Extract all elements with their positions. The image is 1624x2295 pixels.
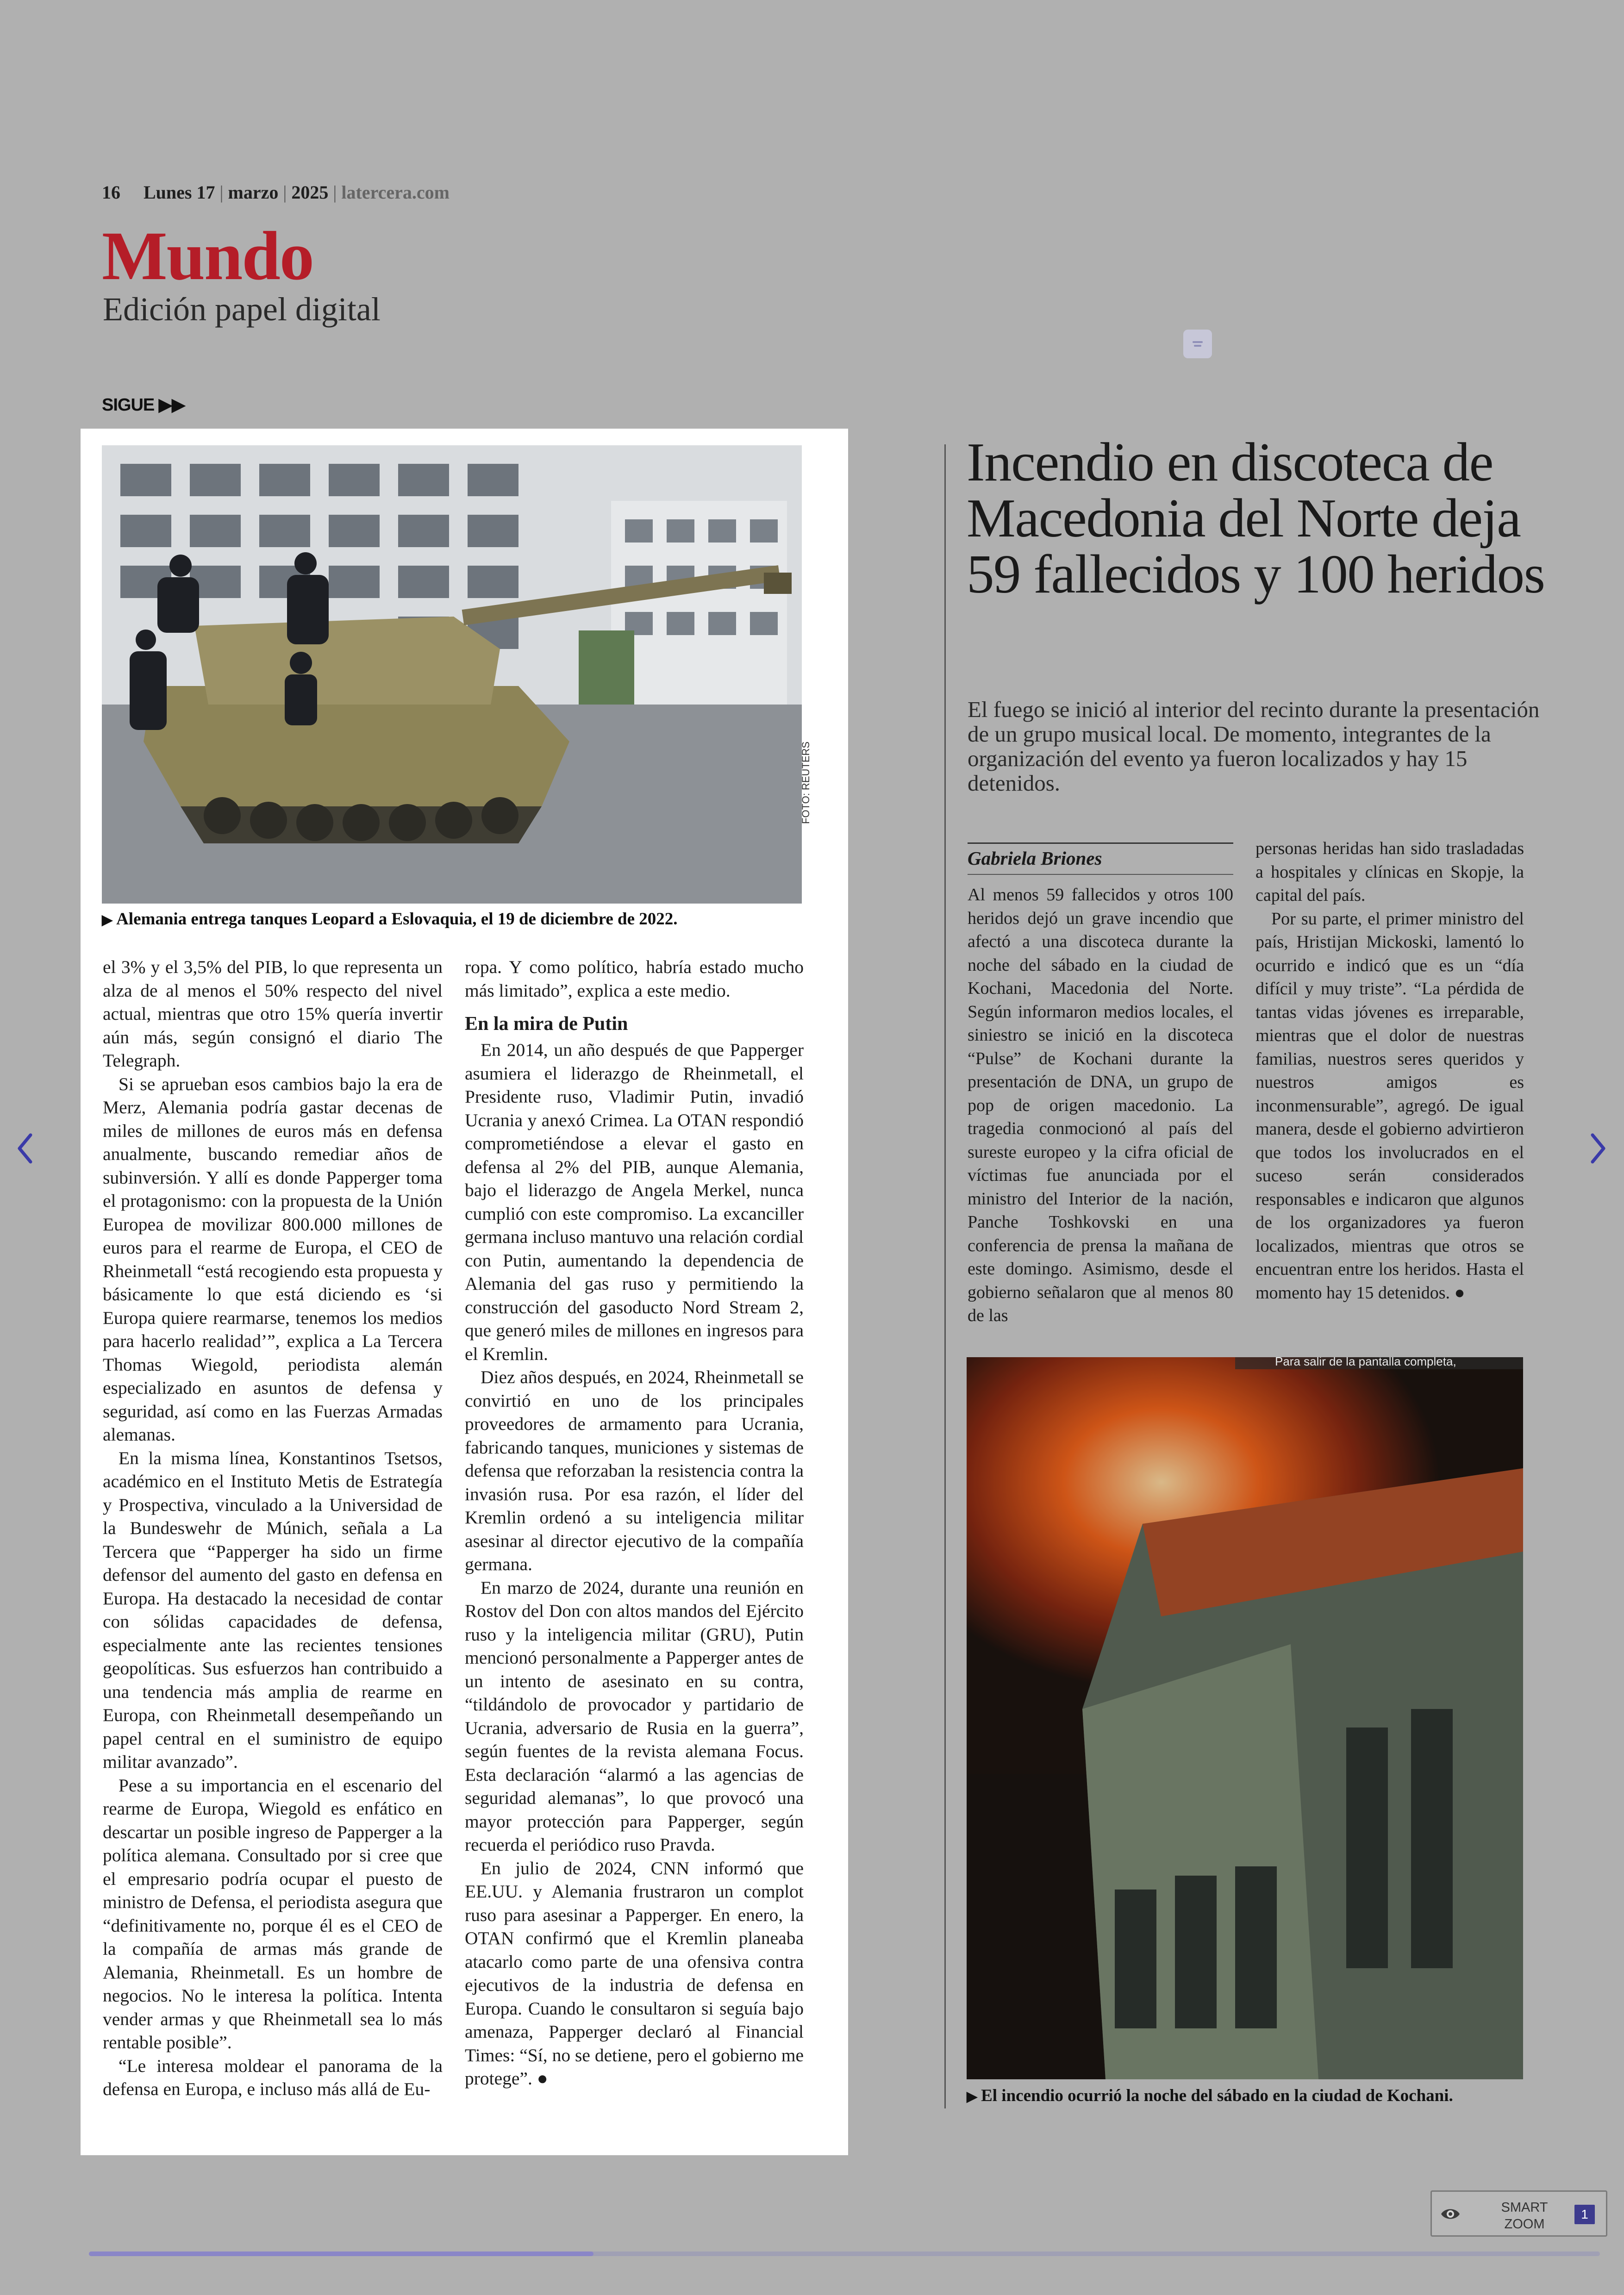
eye-icon — [1440, 2206, 1461, 2222]
edition-subtitle: Edición papel digital — [103, 291, 381, 328]
tank-photo — [102, 445, 802, 904]
paragraph: “Le interesa moldear el panorama de la defensa en Europa, e incluso más allá de Eu- — [103, 2055, 443, 2099]
article-deck: El fuego se inició al interior del recinto durante la presentación de un grupo musical local. De momento, integrantes de la organización del evento ya fueron localizados y hay 15 detenidos. — [968, 697, 1540, 796]
section-title: Mundo — [102, 218, 313, 294]
continue-label: SIGUE ▶▶ — [102, 395, 185, 415]
fullscreen-overlay-text: Para salir de la pantalla completa, — [1275, 1357, 1456, 1368]
byline: Gabriela Briones — [968, 848, 1102, 869]
paragraph: Por su parte, el primer ministro del país, Hristijan Mickoski, lamentó lo ocurrido e indicó que es un “día difícil y muy triste”. “La pérdida de tantas vidas jóvenes es irreparable, mientras que el dolor de nuestras familias, nuestros seres queridos y nuestros amigos es inconmensurable”, agregó. De igual manera, desde el gobierno advirtieron que todos los involucrados en el suceso serán considerados responsables e indicaron que algunos de los organizadores ya fueron localizados, mientras que otros se encuentran entre los heridos. Hasta el momento hay 15 detenidos. ● — [1255, 909, 1524, 1303]
tank-illustration — [102, 445, 802, 904]
paragraph: Pese a su importancia en el escenario del rearme de Europa, Wiegold es enfático en descartar un posible ingreso de Papperger a la política alemana. Consultado por si cree que el empresario podría ocupar el puesto de ministro de Defensa, el periodista asegura que “definitivamente no, porque él es el CEO de la compañía de armas más grande de Alemania, Rheinmetall. Es un hombre de negocios. No le interesa la política. Intenta vender armas y que Rheinmetall sea lo más rentable posible”. — [103, 1775, 443, 2052]
article-headline: Incendio en discoteca de Macedonia del Norte deja 59 fallecidos y 100 heridos — [967, 431, 1545, 605]
paragraph: En marzo de 2024, durante una reunión en Rostov del Don con altos mandos del Ejército ruso y la inteligencia militar (GRU), Putin mencionó personalmente a Papperger antes de un intento de asesinato en su contra, “tildándolo de provocador y partidario de Ucrania, adversario de Rusia en la guerra”, según fuentes de la revista alemana Focus. Esta declaración “alarmó a las agencias de seguridad alemanas”, lo que provocó una mayor protección para Papperger, según recuerda el periódico ruso Pravda. — [465, 1577, 804, 1855]
column-divider — [944, 444, 946, 2108]
page-number: 16 — [102, 182, 120, 203]
paragraph: Al menos 59 fallecidos y otros 100 heridos dejó un grave incendio que afectó a una discoteca durante la noche del sábado en la ciudad de Kochani, Macedonia del Norte. Según informaron medios locales, el siniestro se inició en la discoteca “Pulse” de Kochani durante la presentación de DNA, un grupo de pop de origen macedonio. La tragedia conmocionó al país del sureste europeo y la cifra oficial de víctimas fue anunciada por el ministro del Interior de la nación, Panche Toshkovski en una conferencia de prensa la mañana de este domingo. Asimismo, desde el gobierno señalaron que al menos 80 de las — [968, 885, 1233, 1325]
byline-rule — [968, 874, 1233, 875]
paragraph: Diez años después, en 2024, Rheinmetall se convirtió en uno de los principales proveedores de armamento para Ucrania, fabricando tanques, municiones y sistemas de defensa que reforzaban la resistencia contra la invasión rusa. Por esa razón, el líder del Kremlin ordenó a su inteligencia militar asesinar al director ejecutivo de la compañía germana. — [465, 1367, 804, 1574]
byline-rule — [968, 842, 1233, 844]
separator: | — [219, 182, 224, 203]
photo-credit: FOTO: REUTERS — [800, 741, 812, 824]
right-article-column-2 — [1255, 837, 1524, 1304]
dateline — [102, 181, 450, 203]
previous-page-button[interactable] — [6, 1123, 44, 1174]
subheading: En la mira de Putin — [465, 1013, 628, 1035]
paragraph: ropa. Y como político, habría estado mucho más limitado”, explica a este medio. — [465, 957, 804, 1001]
smart-zoom-label: SMART ZOOM — [1501, 2200, 1548, 2232]
site-name: latercera.com — [341, 182, 450, 203]
left-article-column-1 — [103, 955, 443, 2101]
chevron-left-icon — [16, 1132, 34, 1165]
chevron-right-icon — [1589, 1132, 1607, 1165]
page-progress-fill — [89, 2251, 593, 2256]
separator: | — [333, 182, 337, 203]
paragraph: En la misma línea, Konstantinos Tsetsos, académico en el Instituto Metis de Estrategía y Prospectiva, vinculado a la Universidad de la Bundeswehr de Múnich, señala a La Tercera que “Papperger ha sido un firme defensor del aumento del gasto en defensa en Europa. Ha destacado la necesidad de contar con sólidas capacidades de defensa, especialmente ante las recientes tensiones geopolíticas. Sus esfuerzos han contribuido a una tendencia más amplia de rearme en Europa, con Rheinmetall desempeñando un papel central en el suministro de equipo militar avanzado”. — [103, 1447, 443, 1772]
caption-arrow-icon: ▶ — [967, 2089, 978, 2104]
photo-caption — [967, 2086, 1453, 2106]
smart-zoom-button[interactable] — [1430, 2190, 1607, 2237]
caption-text: El incendio ocurrió la noche del sábado en la ciudad de Kochani. — [981, 2086, 1453, 2105]
caption-arrow-icon: ▶ — [102, 912, 113, 928]
separator: | — [283, 182, 287, 203]
left-article-column-2 — [465, 955, 804, 2090]
paragraph: En julio de 2024, CNN informó que EE.UU. y Alemania frustraron un complot ruso para asesinar a Papperger. En enero, la OTAN confirmó que el Kremlin planeaba atacarlo como parte de una ofensiva contra ejecutivos de la industria de defensa en Europa. Cuando le consultaron si seguía bajo amenaza, Papperger declaró al Financial Times: “Sí, no se detiene, pero el gobierno me protege”. ● — [465, 1858, 804, 2089]
paragraph: personas heridas han sido trasladadas a hospitales y clínicas en Skopje, la capital del país. — [1255, 839, 1524, 905]
date-month: marzo — [228, 182, 279, 203]
paragraph: el 3% y el 3,5% del PIB, lo que representa un alza de al menos el 50% respecto del nivel actual, mientras que otro 15% quería invertir aún más, según consignó el diario The Telegraph. — [103, 957, 443, 1071]
date-day: Lunes 17 — [144, 182, 215, 203]
paragraph: Si se aprueban esos cambios bajo la era de Merz, Alemania podría gastar decenas de miles de millones de euros más en defensa anualmente, buscando remediar años de subinversión. Y allí es donde Papperger toma el protagonismo: con la propuesta de la Unión Europea de movilizar 800.000 millones de euros para el rearme de Europa, el CEO de Rheinmetall “está recogiendo esta propuesta y básicamente lo que está diciendo es ‘si Europa quiere rearmarse, tenemos los medios para hacerlo realidad’”, explica a La Tercera Thomas Wiegold, periodista alemán especializado en asuntos de defensa y seguridad, así como en las Fuerzas Armadas alemanas. — [103, 1073, 443, 1445]
paragraph: En 2014, un año después de que Papperger asumiera el liderazgo de Rheinmetall, el Presidente ruso, Vladimir Putin, invadió Ucrania y anexó Crimea. La OTAN respondió comprometiéndose a elevar el gasto en defensa al 2% del PIB, aunque Alemania, bajo el liderazgo de Angela Merkel, nunca cumplió con este compromiso. La excanciller germana incluso mantuvo una relación cordial con Putin, aumentando la dependencia de Alemania del gas ruso y permitiendo la construcción del gasoducto Nord Stream 2, que generó miles de millones en ingresos para el Kremlin. — [465, 1040, 804, 1364]
fire-photo — [967, 1357, 1523, 2079]
next-page-button[interactable] — [1580, 1123, 1617, 1174]
right-article-column-1 — [968, 883, 1233, 1328]
zoom-count-badge: 1 — [1574, 2205, 1595, 2224]
date-year: 2025 — [291, 182, 329, 203]
notes-icon[interactable] — [1183, 330, 1212, 358]
photo-caption — [102, 909, 678, 929]
caption-text: Alemania entrega tanques Leopard a Eslovaquia, el 19 de diciembre de 2022. — [116, 910, 678, 929]
fire-illustration — [967, 1357, 1523, 2079]
